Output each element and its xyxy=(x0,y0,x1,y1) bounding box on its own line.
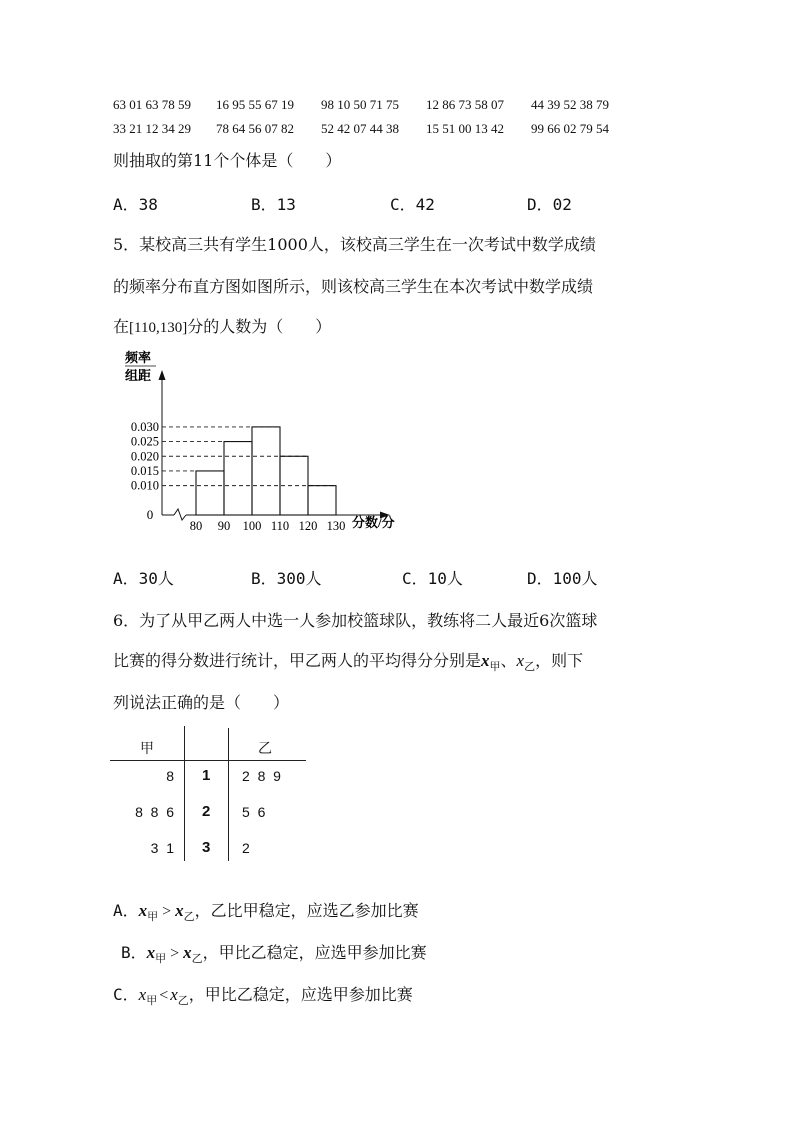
variable-x: x xyxy=(138,985,147,1004)
q5-line-3 xyxy=(113,314,331,337)
x-tick-label: 110 xyxy=(270,519,290,533)
stem-row-stem: 3 xyxy=(202,839,211,856)
subscript-jia: 甲 xyxy=(489,660,501,673)
q4-option-a[interactable]: A．38 xyxy=(113,195,158,214)
x-tick-label: 120 xyxy=(298,519,318,533)
q5-interval: [110,130] xyxy=(129,320,188,336)
y-tick-label: 0.010 xyxy=(130,478,159,493)
q6-line-1: 6．为了从甲乙两人中选一人参加校篮球队，教练将二人最近6次篮球 xyxy=(113,611,598,630)
histogram-plot-area xyxy=(131,370,390,533)
q6-option-a[interactable] xyxy=(113,898,419,921)
random-group: 63 01 63 78 59 xyxy=(113,97,191,112)
variable-x: x xyxy=(138,901,148,920)
option-text: ，甲比乙稳定，应选甲参加比赛 xyxy=(188,985,413,1004)
q4-question-tail: 则抽取的第11个个体是（ ） xyxy=(113,151,342,170)
option-label: B． xyxy=(121,943,147,962)
stem-header-rule xyxy=(110,760,306,761)
stem-row-right-leaves: 2 xyxy=(242,840,250,856)
subscript-jia: 甲 xyxy=(147,910,159,923)
x-tick-label: 90 xyxy=(217,519,231,533)
y-tick-label: 0.030 xyxy=(130,419,159,434)
subscript-yi: 乙 xyxy=(524,660,536,673)
stem-row-right-leaves: 5 6 xyxy=(242,804,266,820)
q5-line-1: 5．某校高三共有学生1000人，该校高三学生在一次考试中数学成绩 xyxy=(113,235,596,254)
stem-row-left-leaves: 8 xyxy=(166,768,174,784)
q4-option-c[interactable]: C．42 xyxy=(390,195,435,214)
mean-yi xyxy=(516,651,536,673)
stem-row-left-leaves: 3 1 xyxy=(150,840,174,856)
q5-option-a[interactable]: A．30人 xyxy=(113,569,174,588)
random-group: 44 39 52 38 79 xyxy=(531,97,609,112)
option-label: A． xyxy=(113,901,139,920)
q6-line-2-suffix: ，则下 xyxy=(535,651,584,670)
histogram-ylabel-top: 频率 xyxy=(125,350,152,365)
random-group: 12 86 73 58 07 xyxy=(426,97,504,112)
random-group: 16 95 55 67 19 xyxy=(216,97,294,112)
random-group: 98 10 50 71 75 xyxy=(321,97,399,112)
variable-x: x xyxy=(170,985,178,1004)
q5-option-d[interactable]: D．100人 xyxy=(527,569,598,588)
variable-x: x xyxy=(516,651,525,670)
q5-line-2: 的频率分布直方图如图所示，则该校高三学生在本次考试中数学成绩 xyxy=(113,277,594,296)
q6-line-3: 列说法正确的是（ ） xyxy=(113,693,290,712)
subscript-jia: 甲 xyxy=(155,952,167,965)
histogram-xlabel: 分数/分 xyxy=(352,515,395,530)
comparison-operator: > xyxy=(170,945,180,962)
q6-option-c[interactable] xyxy=(113,982,413,1005)
x-tick-label: 130 xyxy=(326,519,346,533)
histogram-origin-label: 0 xyxy=(146,507,154,522)
comparison-operator: < xyxy=(159,987,169,1004)
q6-option-b[interactable] xyxy=(121,940,427,963)
option-text: ，乙比甲稳定，应选乙参加比赛 xyxy=(194,901,419,920)
random-group: 33 21 12 34 29 xyxy=(113,121,191,136)
y-axis-arrow xyxy=(159,370,166,380)
subscript-yi: 乙 xyxy=(191,952,203,965)
stem-divider-right xyxy=(228,728,229,861)
variable-x: x xyxy=(175,901,184,920)
stem-row-left-leaves: 8 8 6 xyxy=(135,804,174,820)
variable-x: x xyxy=(146,943,156,962)
y-tick-label: 0.015 xyxy=(130,463,159,478)
histogram-bar xyxy=(224,442,252,515)
stem-leaf-plot xyxy=(110,726,310,866)
q4-option-d[interactable]: D．02 xyxy=(527,195,572,214)
x-tick-label: 100 xyxy=(242,519,262,533)
random-group: 99 66 02 79 54 xyxy=(531,121,609,136)
comparison-operator: > xyxy=(162,903,172,920)
option-label: C． xyxy=(113,985,139,1004)
q5-line-3-suffix: 分的人数为（ ） xyxy=(187,317,332,336)
subscript-jia: 甲 xyxy=(146,994,158,1007)
stem-header-jia: 甲 xyxy=(140,740,154,756)
y-tick-label: 0.020 xyxy=(130,449,159,464)
q5-option-b[interactable]: B．300人 xyxy=(251,569,322,588)
histogram-bar xyxy=(196,471,224,515)
q5-options xyxy=(113,566,633,586)
q6-line-2 xyxy=(113,648,583,671)
x-axis-break xyxy=(174,509,186,520)
q4-options xyxy=(113,192,633,212)
random-group: 15 51 00 13 42 xyxy=(426,121,504,136)
q5-option-c[interactable]: C．10人 xyxy=(402,569,463,588)
subscript-yi: 乙 xyxy=(183,910,195,923)
histogram-ylabel-bottom: 组距 xyxy=(125,368,152,383)
x-tick-label: 80 xyxy=(189,519,203,533)
mean-jia xyxy=(481,651,501,673)
y-tick-label: 0.025 xyxy=(130,434,159,449)
stem-row-stem: 2 xyxy=(202,803,211,820)
stem-row-stem: 1 xyxy=(202,767,211,784)
variable-x: x xyxy=(481,651,490,670)
stem-divider-left xyxy=(184,726,185,861)
random-group: 78 64 56 07 82 xyxy=(216,121,294,136)
subscript-yi: 乙 xyxy=(177,994,189,1007)
option-text: ，甲比乙稳定，应选甲参加比赛 xyxy=(202,943,427,962)
q6-separator: 、 xyxy=(500,651,517,670)
histogram-bar xyxy=(252,427,280,515)
q4-option-b[interactable]: B．13 xyxy=(251,195,296,214)
q5-line-3-prefix: 在 xyxy=(113,317,130,336)
random-group: 52 42 07 44 38 xyxy=(321,121,399,136)
variable-x: x xyxy=(183,943,192,962)
q6-line-2-prefix: 比赛的得分数进行统计，甲乙两人的平均得分分别是 xyxy=(113,651,482,670)
frequency-histogram xyxy=(112,345,412,540)
stem-header-yi: 乙 xyxy=(258,740,272,756)
histogram-bar xyxy=(308,486,336,515)
stem-row-right-leaves: 2 8 9 xyxy=(242,768,281,784)
